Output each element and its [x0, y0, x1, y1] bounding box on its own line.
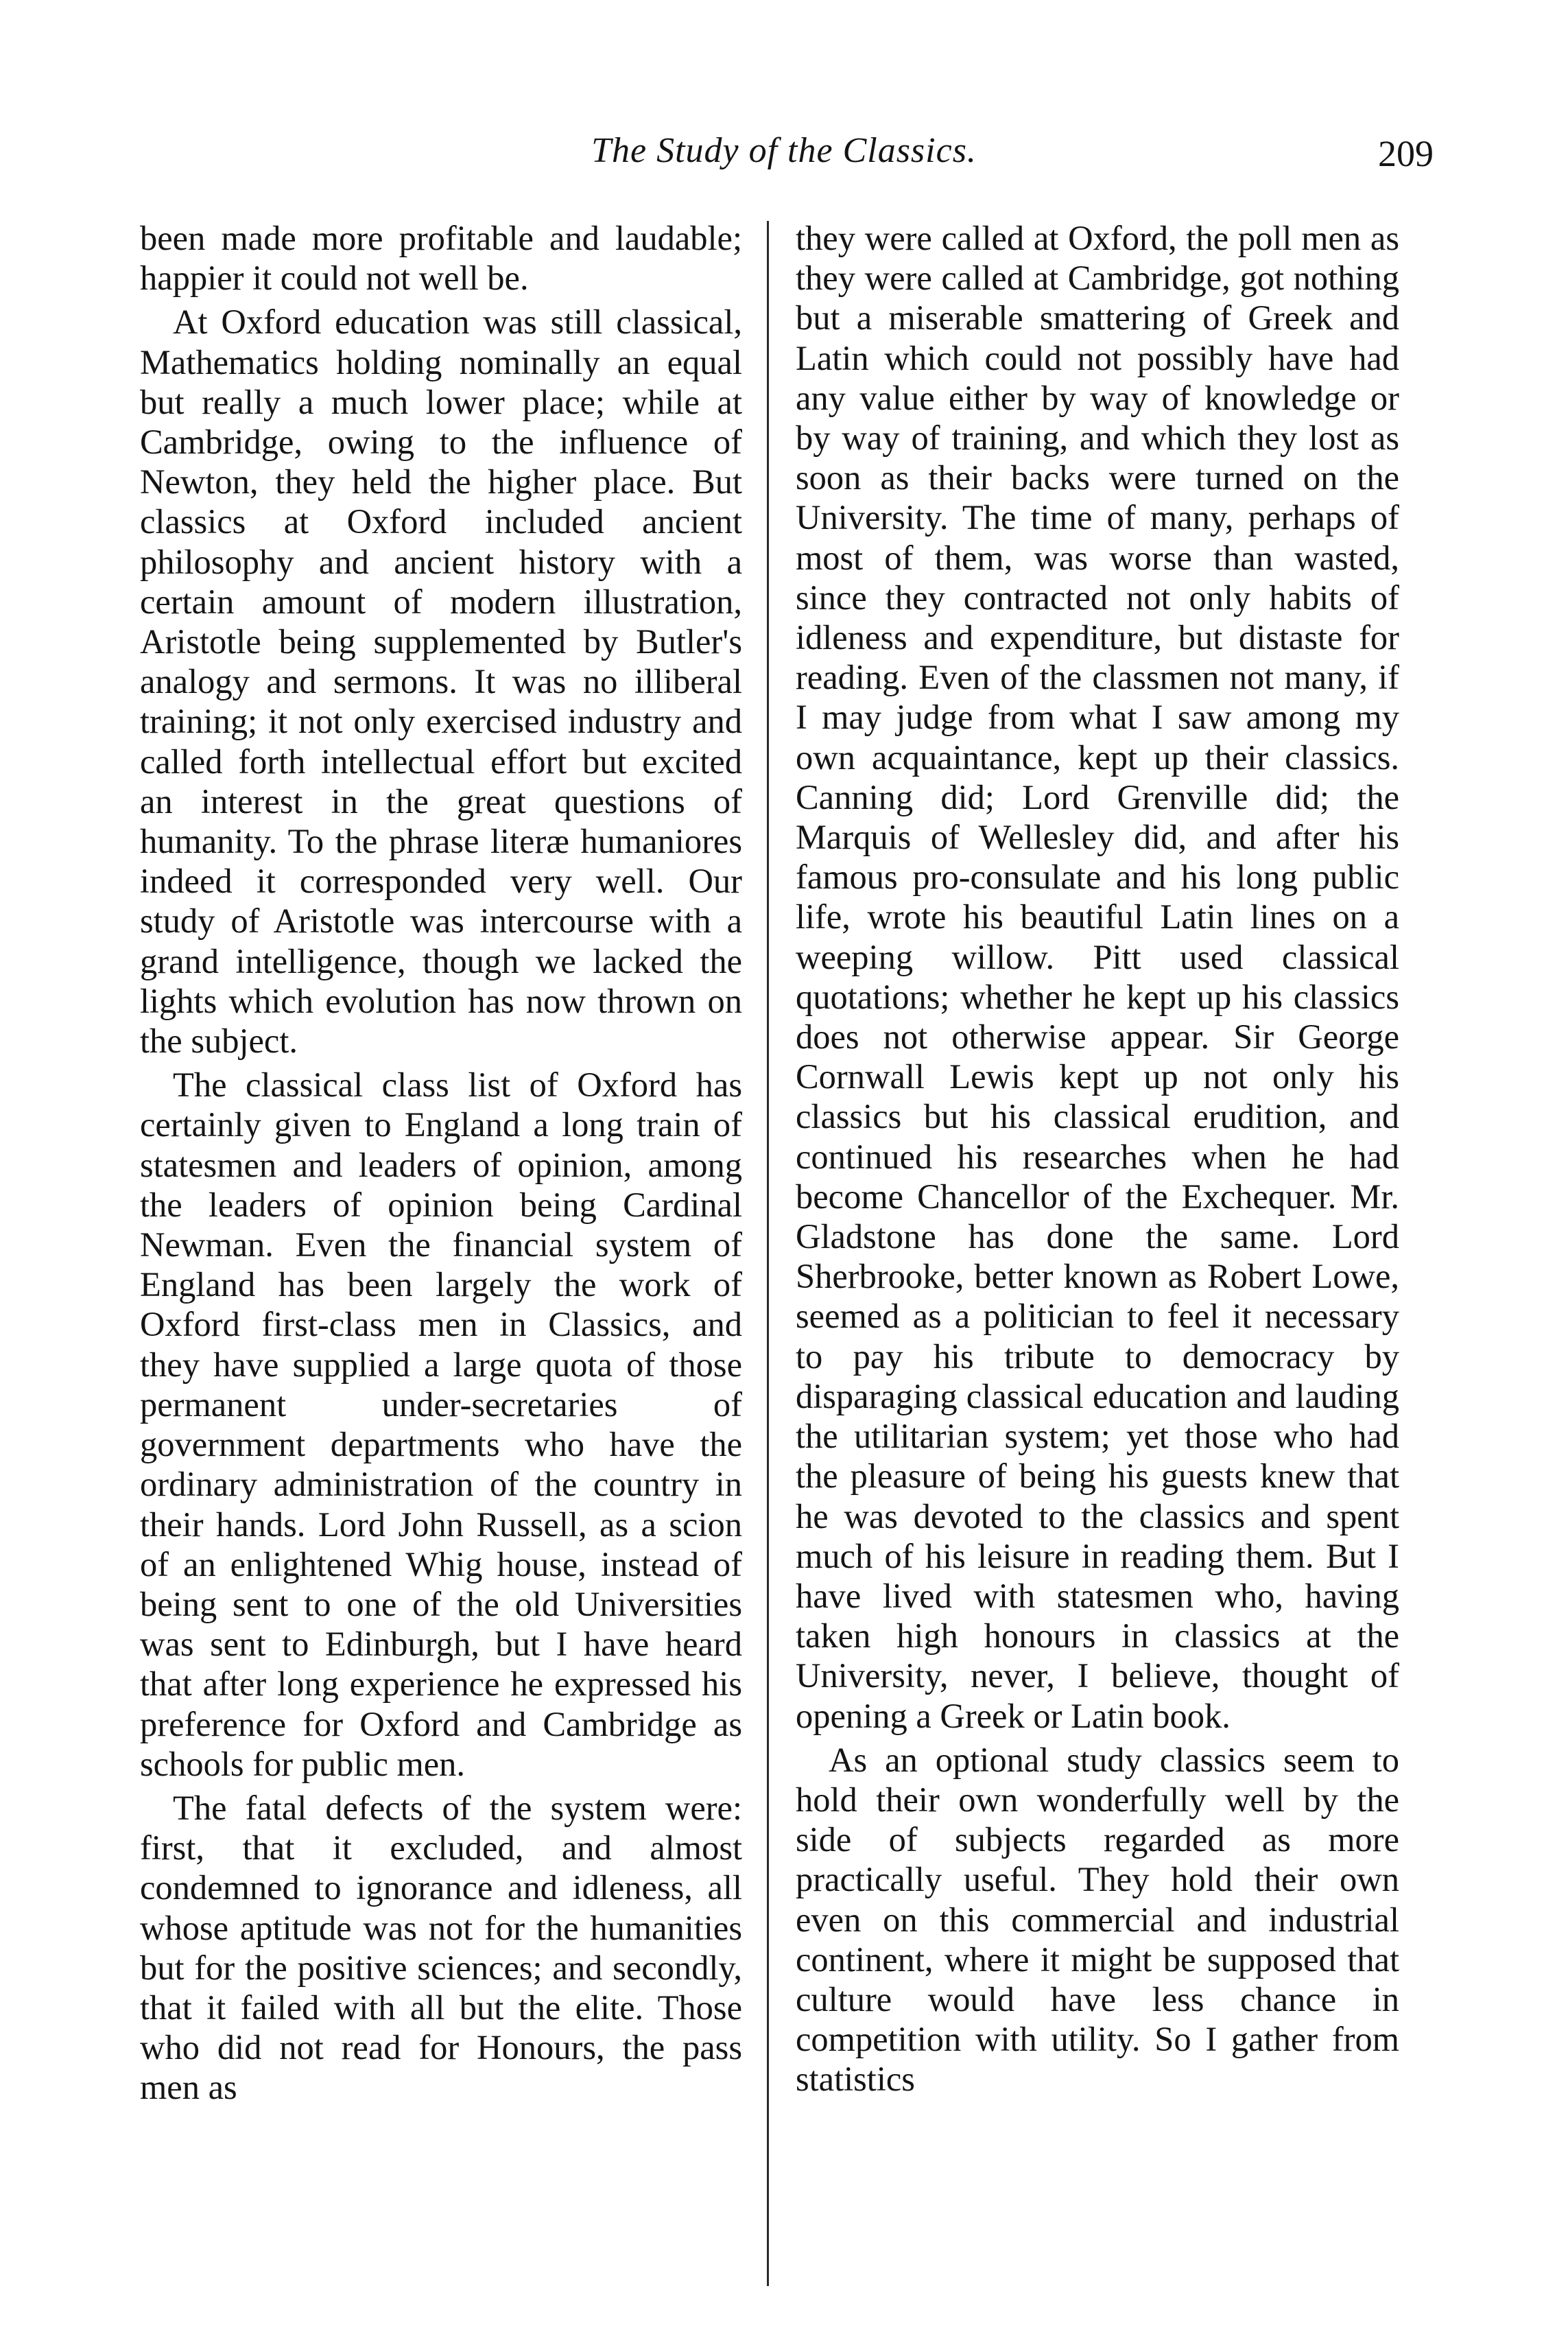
page-number: 209	[1378, 133, 1434, 174]
right-column	[796, 218, 1399, 2099]
column-divider	[767, 221, 769, 2286]
paragraph: The classical class list of Oxford has certainly given to England a long train of statesmen and leaders of opinion, among the leaders of opinion being Cardinal Newman. Even the financial system of England has been largely the work of Oxford first-class men in Classics, and they have supplied a large quota of those permanent under-secretaries of government departments who have the ordinary administration of the country in their hands. Lord John Russell, as a scion of an enlightened Whig house, instead of being sent to one of the old Universities was sent to Edinburgh, but I have heard that after long experience he expressed his preference for Oxford and Cambridge as schools for public men.	[140, 1066, 742, 1783]
paragraph: At Oxford education was still classical, Mathematics holding nominally an equal but really a much lower place; while at Cambridge, owing to the influence of Newton, they held the higher place. But classics at Oxford included ancient philosophy and ancient history with a certain amount of modern illustration, Aristotle being supplemented by Butler's analogy and sermons. It was no illiberal training; it not only exercised industry and called forth intellectual effort but excited an interest in the great questions of humanity. To the phrase literæ humaniores indeed it corresponded very well. Our study of Aristotle was intercourse with a grand intelligence, though we lacked the lights which evolution has now thrown on the subject.	[140, 303, 742, 1061]
paragraph: been made more profitable and laudable; happier it could not well be.	[140, 219, 742, 298]
running-head-title: The Study of the Classics.	[591, 131, 977, 170]
paragraph: The fatal defects of the system were: first, that it excluded, and almost condemned to ignorance and idleness, all whose aptitude was not for the humanities but for the positive sciences; and secondly, that it failed with all but the elite. Those who did not read for Honours, the pass men as	[140, 1788, 742, 2107]
left-column	[140, 218, 742, 2108]
paragraph: As an optional study classics seem to hold their own wonderfully well by the side of subjects regarded as more practically useful. They hold their own even on this commercial and industrial continent, where it might be supposed that culture would have less chance in competition with utility. So I gather from statistics	[796, 1740, 1399, 2099]
paragraph: they were called at Oxford, the poll men as they were called at Cambridge, got nothing but a miserable smattering of Greek and Latin which could not possibly have had any value either by way of knowledge or by way of training, and which they lost as soon as their backs were turned on the University. The time of many, perhaps of most of them, was worse than wasted, since they contracted not only habits of idleness and expenditure, but distaste for reading. Even of the classmen not many, if I may judge from what I saw among my own acquaintance, kept up their classics. Canning did; Lord Grenville did; the Marquis of Wellesley did, and after his famous pro-consulate and his long public life, wrote his beautiful Latin lines on a weeping willow. Pitt used classical quotations; whether he kept up his classics does not otherwise appear. Sir George Cornwall Lewis kept up not only his classics but his classical erudition, and continued his researches when he had become Chancellor of the Exchequer. Mr. Gladstone has done the same. Lord Sherbrooke, better known as Robert Lowe, seemed as a politician to feel it necessary to pay his tribute to democracy by disparaging classical education and lauding the utilitarian system; yet those who had the pleasure of being his guests knew that he was devoted to the classics and spent much of his leisure in reading them. But I have lived with statesmen who, having taken high honours in classics at the University, never, I believe, thought of opening a Greek or Latin book.	[796, 219, 1399, 1735]
